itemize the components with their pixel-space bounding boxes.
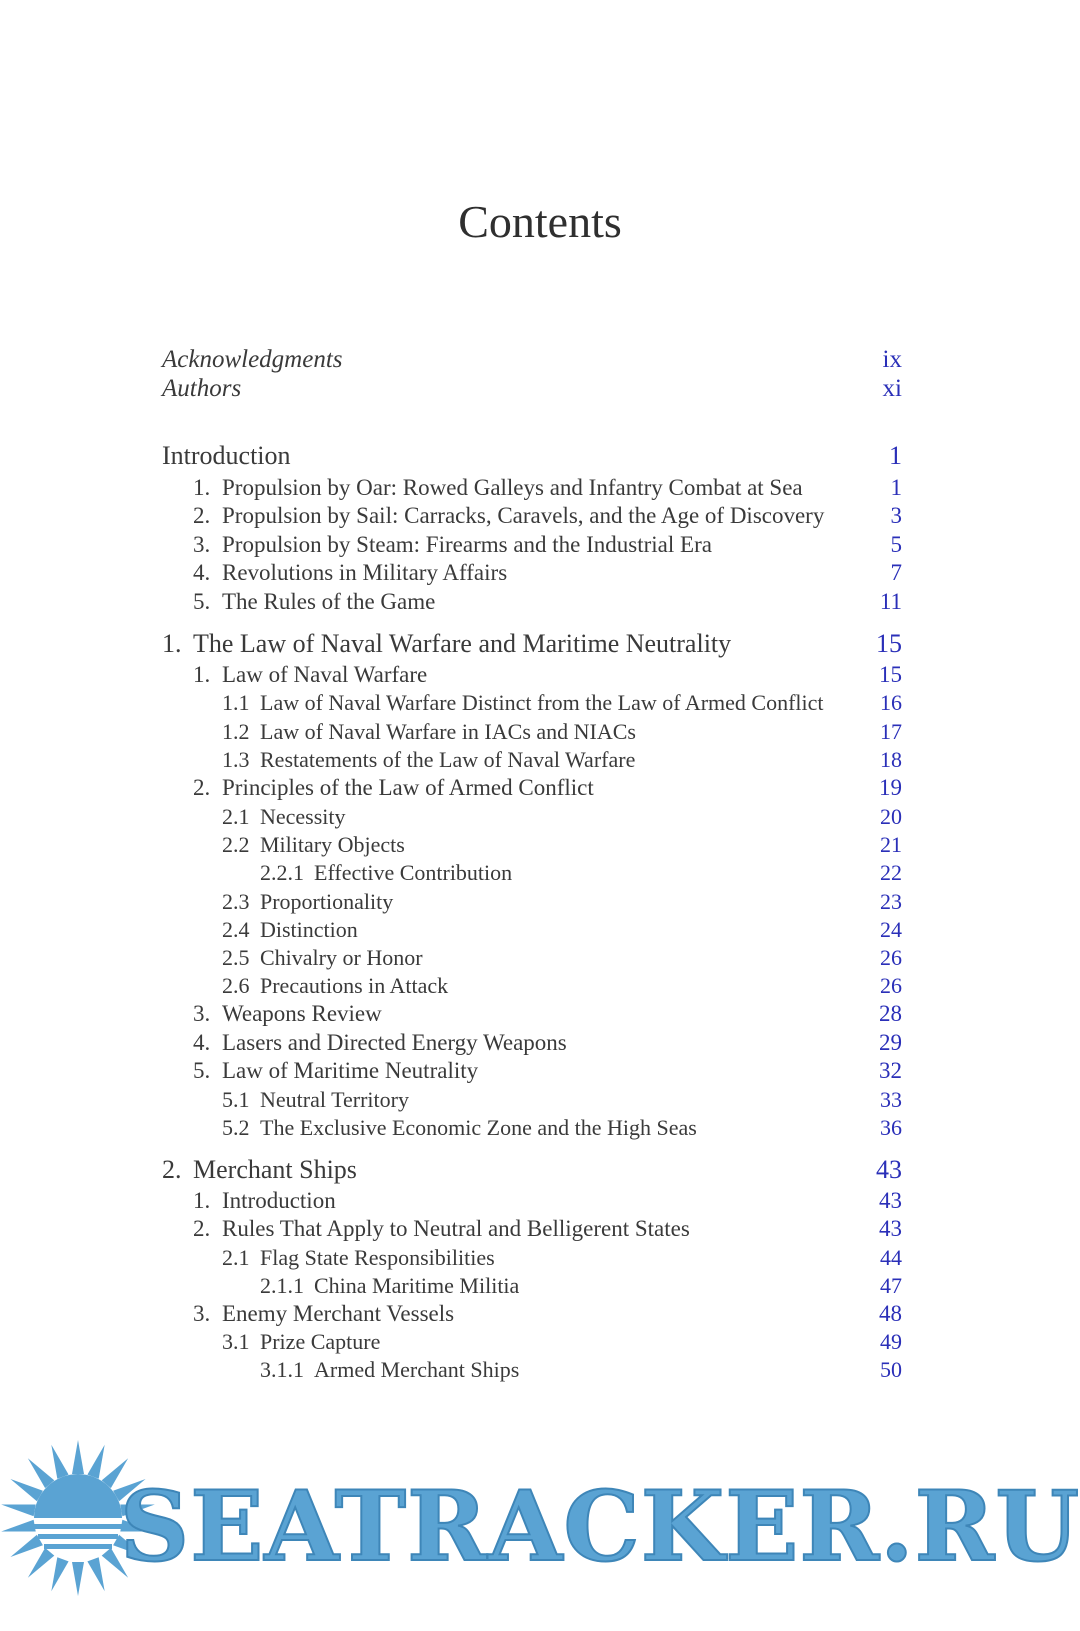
toc-entry[interactable] [193, 1214, 902, 1244]
toc-entry-acknowledgments[interactable] [162, 345, 902, 375]
toc-entry-authors[interactable] [162, 374, 902, 404]
toc-subentry[interactable] [222, 745, 902, 775]
toc-subentry[interactable] [222, 802, 902, 832]
toc-entry-label: Law of Naval Warfare Distinct from the Law of Armed Conflict [260, 690, 824, 715]
toc-page-number: 33 [880, 1087, 902, 1112]
toc-page-number: 48 [879, 1301, 902, 1326]
toc-subentry[interactable] [222, 1327, 902, 1357]
toc-page-number: 17 [880, 719, 902, 744]
toc-page-number: 1 [890, 475, 902, 500]
toc-entry-number: 2.1 [222, 1245, 250, 1270]
toc-entry-label: Propulsion by Oar: Rowed Galleys and Infantry Combat at Sea [222, 475, 803, 500]
toc-entry-number: 2.2.1 [260, 860, 304, 885]
toc-subentry[interactable] [222, 1085, 902, 1115]
toc-page-number: 20 [880, 804, 902, 829]
toc-entry[interactable] [193, 660, 902, 690]
toc-entry-label: Restatements of the Law of Naval Warfare [260, 747, 636, 772]
toc-page-number: 23 [880, 889, 902, 914]
toc-entry-number: 1. [193, 662, 211, 687]
toc-entry-number: 2.1.1 [260, 1273, 304, 1298]
toc-entry-label: Enemy Merchant Vessels [222, 1301, 455, 1326]
toc-entry-number: 5.2 [222, 1115, 250, 1140]
toc-subentry[interactable] [222, 915, 902, 945]
toc-chapter-introduction[interactable] [162, 441, 902, 471]
toc-page-number: 26 [880, 945, 902, 970]
toc-page-number: 15 [879, 662, 902, 687]
toc-chapter-number: 1. [162, 629, 182, 658]
toc-chapter-label: Merchant Ships [193, 1155, 357, 1184]
toc-page-number: 49 [880, 1329, 902, 1354]
toc-page-number: 15 [876, 629, 902, 658]
toc-entry-number: 2.6 [222, 973, 250, 998]
toc-entry-number: 2.3 [222, 889, 250, 914]
toc-page-number: 47 [880, 1273, 902, 1298]
toc-entry-number: 2. [193, 1216, 211, 1241]
toc-entry-label: Law of Naval Warfare [222, 662, 428, 687]
toc-page-number: 5 [890, 532, 902, 557]
toc-entry-number: 3. [193, 532, 211, 557]
toc-entry[interactable] [193, 1299, 902, 1329]
toc-entry-number: 3.1 [222, 1329, 250, 1354]
toc-entry-label: Proportionality [260, 889, 394, 914]
toc-chapter-label: Introduction [162, 441, 291, 470]
toc-subentry[interactable] [222, 943, 902, 973]
toc-entry-label: Prize Capture [260, 1329, 381, 1354]
toc-entry-number: 5.1 [222, 1087, 250, 1112]
toc-subsubentry[interactable] [260, 1355, 902, 1385]
toc-subentry[interactable] [222, 971, 902, 1001]
toc-entry-label: Necessity [260, 804, 346, 829]
toc-entry-label: Propulsion by Sail: Carracks, Caravels, and the Age of Discovery [222, 503, 825, 528]
toc-page-number: 21 [880, 832, 902, 857]
toc-entry[interactable] [193, 473, 902, 503]
toc-entry[interactable] [193, 587, 902, 617]
toc-entry-number: 5. [193, 589, 211, 614]
toc-page-number: 29 [879, 1030, 902, 1055]
toc-entry-label: Chivalry or Honor [260, 945, 423, 970]
toc-entry-label: Revolutions in Military Affairs [222, 560, 508, 585]
toc-entry-number: 1.2 [222, 719, 250, 744]
watermark [0, 1440, 1080, 1631]
toc-subentry[interactable] [222, 830, 902, 860]
toc-entry[interactable] [193, 501, 902, 531]
toc-page-number: 32 [879, 1058, 902, 1083]
toc-entry-label: Effective Contribution [314, 860, 513, 885]
toc-entry-label: Precautions in Attack [260, 973, 449, 998]
page-title: Contents [458, 196, 622, 247]
toc-entry-number: 1. [193, 1188, 211, 1213]
toc-entry-number: 4. [193, 560, 211, 585]
toc-subentry[interactable] [222, 688, 902, 718]
toc-page-number: 43 [879, 1216, 902, 1241]
toc-entry-label: Rules That Apply to Neutral and Belligerent States [222, 1216, 690, 1241]
toc-entry-number: 3. [193, 1301, 211, 1326]
toc-entry-label: The Rules of the Game [222, 589, 436, 614]
toc-page-number: 36 [880, 1115, 902, 1140]
toc-entry[interactable] [193, 558, 902, 588]
toc-subsubentry[interactable] [260, 1271, 902, 1301]
toc-page-number: ix [882, 346, 902, 373]
toc-chapter-label: The Law of Naval Warfare and Maritime Neutrality [193, 629, 732, 658]
toc-entry-label: China Maritime Militia [314, 1273, 520, 1298]
toc-entry[interactable] [193, 1028, 902, 1058]
toc-page-number: 1 [889, 441, 902, 470]
toc-entry-number: 2.5 [222, 945, 250, 970]
toc-entry-label: The Exclusive Economic Zone and the High Seas [260, 1115, 697, 1140]
toc-page-number: 11 [879, 589, 902, 614]
toc-entry[interactable] [193, 1056, 902, 1086]
toc-page-number: 44 [880, 1245, 902, 1270]
toc-subentry[interactable] [222, 717, 902, 747]
toc-entry[interactable] [193, 999, 902, 1029]
toc-entry-number: 2. [193, 503, 211, 528]
toc-page-number: 16 [880, 690, 902, 715]
toc-page-number: 43 [876, 1155, 902, 1184]
toc-page-number: 28 [879, 1001, 902, 1026]
toc-entry[interactable] [193, 773, 902, 803]
toc-page-number: 19 [879, 775, 902, 800]
toc-subentry[interactable] [222, 887, 902, 917]
toc-page-number: 7 [890, 560, 902, 585]
toc-entry-label: Distinction [260, 917, 358, 942]
toc-page-number: 18 [880, 747, 902, 772]
toc-subentry[interactable] [222, 1113, 902, 1143]
toc-chapter-number: 2. [162, 1155, 182, 1184]
toc-entry-number: 5. [193, 1058, 211, 1083]
toc-entry-number: 3. [193, 1001, 211, 1026]
toc-entry-label: Lasers and Directed Energy Weapons [222, 1030, 567, 1055]
toc-entry-label: Law of Naval Warfare in IACs and NIACs [260, 719, 636, 744]
toc-entry-number: 4. [193, 1030, 211, 1055]
toc-entry-label: Introduction [222, 1188, 336, 1213]
toc-entry-number: 2.4 [222, 917, 250, 942]
toc-page-number: 50 [880, 1357, 902, 1382]
toc-entry-label: Weapons Review [222, 1001, 382, 1026]
toc-page-number: xi [882, 375, 902, 402]
toc-entry-label: Authors [162, 375, 242, 402]
toc-entry-number: 1. [193, 475, 211, 500]
toc-entry-label: Law of Maritime Neutrality [222, 1058, 479, 1083]
toc-entry-label: Propulsion by Steam: Firearms and the Industrial Era [222, 532, 712, 557]
toc-page-number: 3 [890, 503, 902, 528]
toc-entry-label: Military Objects [260, 832, 405, 857]
toc-entry-label: Neutral Territory [260, 1087, 409, 1112]
toc-page-number: 24 [880, 917, 902, 942]
toc-entry-label: Armed Merchant Ships [314, 1357, 520, 1382]
toc-subsubentry[interactable] [260, 858, 902, 888]
toc-chapter-1[interactable] [162, 629, 902, 659]
toc-entry-number: 2.2 [222, 832, 250, 857]
toc-chapter-2[interactable] [162, 1155, 902, 1185]
toc-entry[interactable] [193, 1186, 902, 1216]
watermark-text: SEATRACKER.RU [119, 1470, 1080, 1583]
toc-entry[interactable] [193, 530, 902, 560]
toc-page-number: 22 [880, 860, 902, 885]
toc-entry-number: 2.1 [222, 804, 250, 829]
toc-entry-label: Principles of the Law of Armed Conflict [222, 775, 594, 800]
toc-entry-number: 2. [193, 775, 211, 800]
toc-page-number: 26 [880, 973, 902, 998]
toc-page-number: 43 [879, 1188, 902, 1213]
toc-entry-number: 1.1 [222, 690, 250, 715]
toc-entry-number: 3.1.1 [260, 1357, 304, 1382]
toc-subentry[interactable] [222, 1243, 902, 1273]
toc-entry-label: Acknowledgments [162, 346, 343, 373]
toc-entry-number: 1.3 [222, 747, 250, 772]
toc-entry-label: Flag State Responsibilities [260, 1245, 495, 1270]
